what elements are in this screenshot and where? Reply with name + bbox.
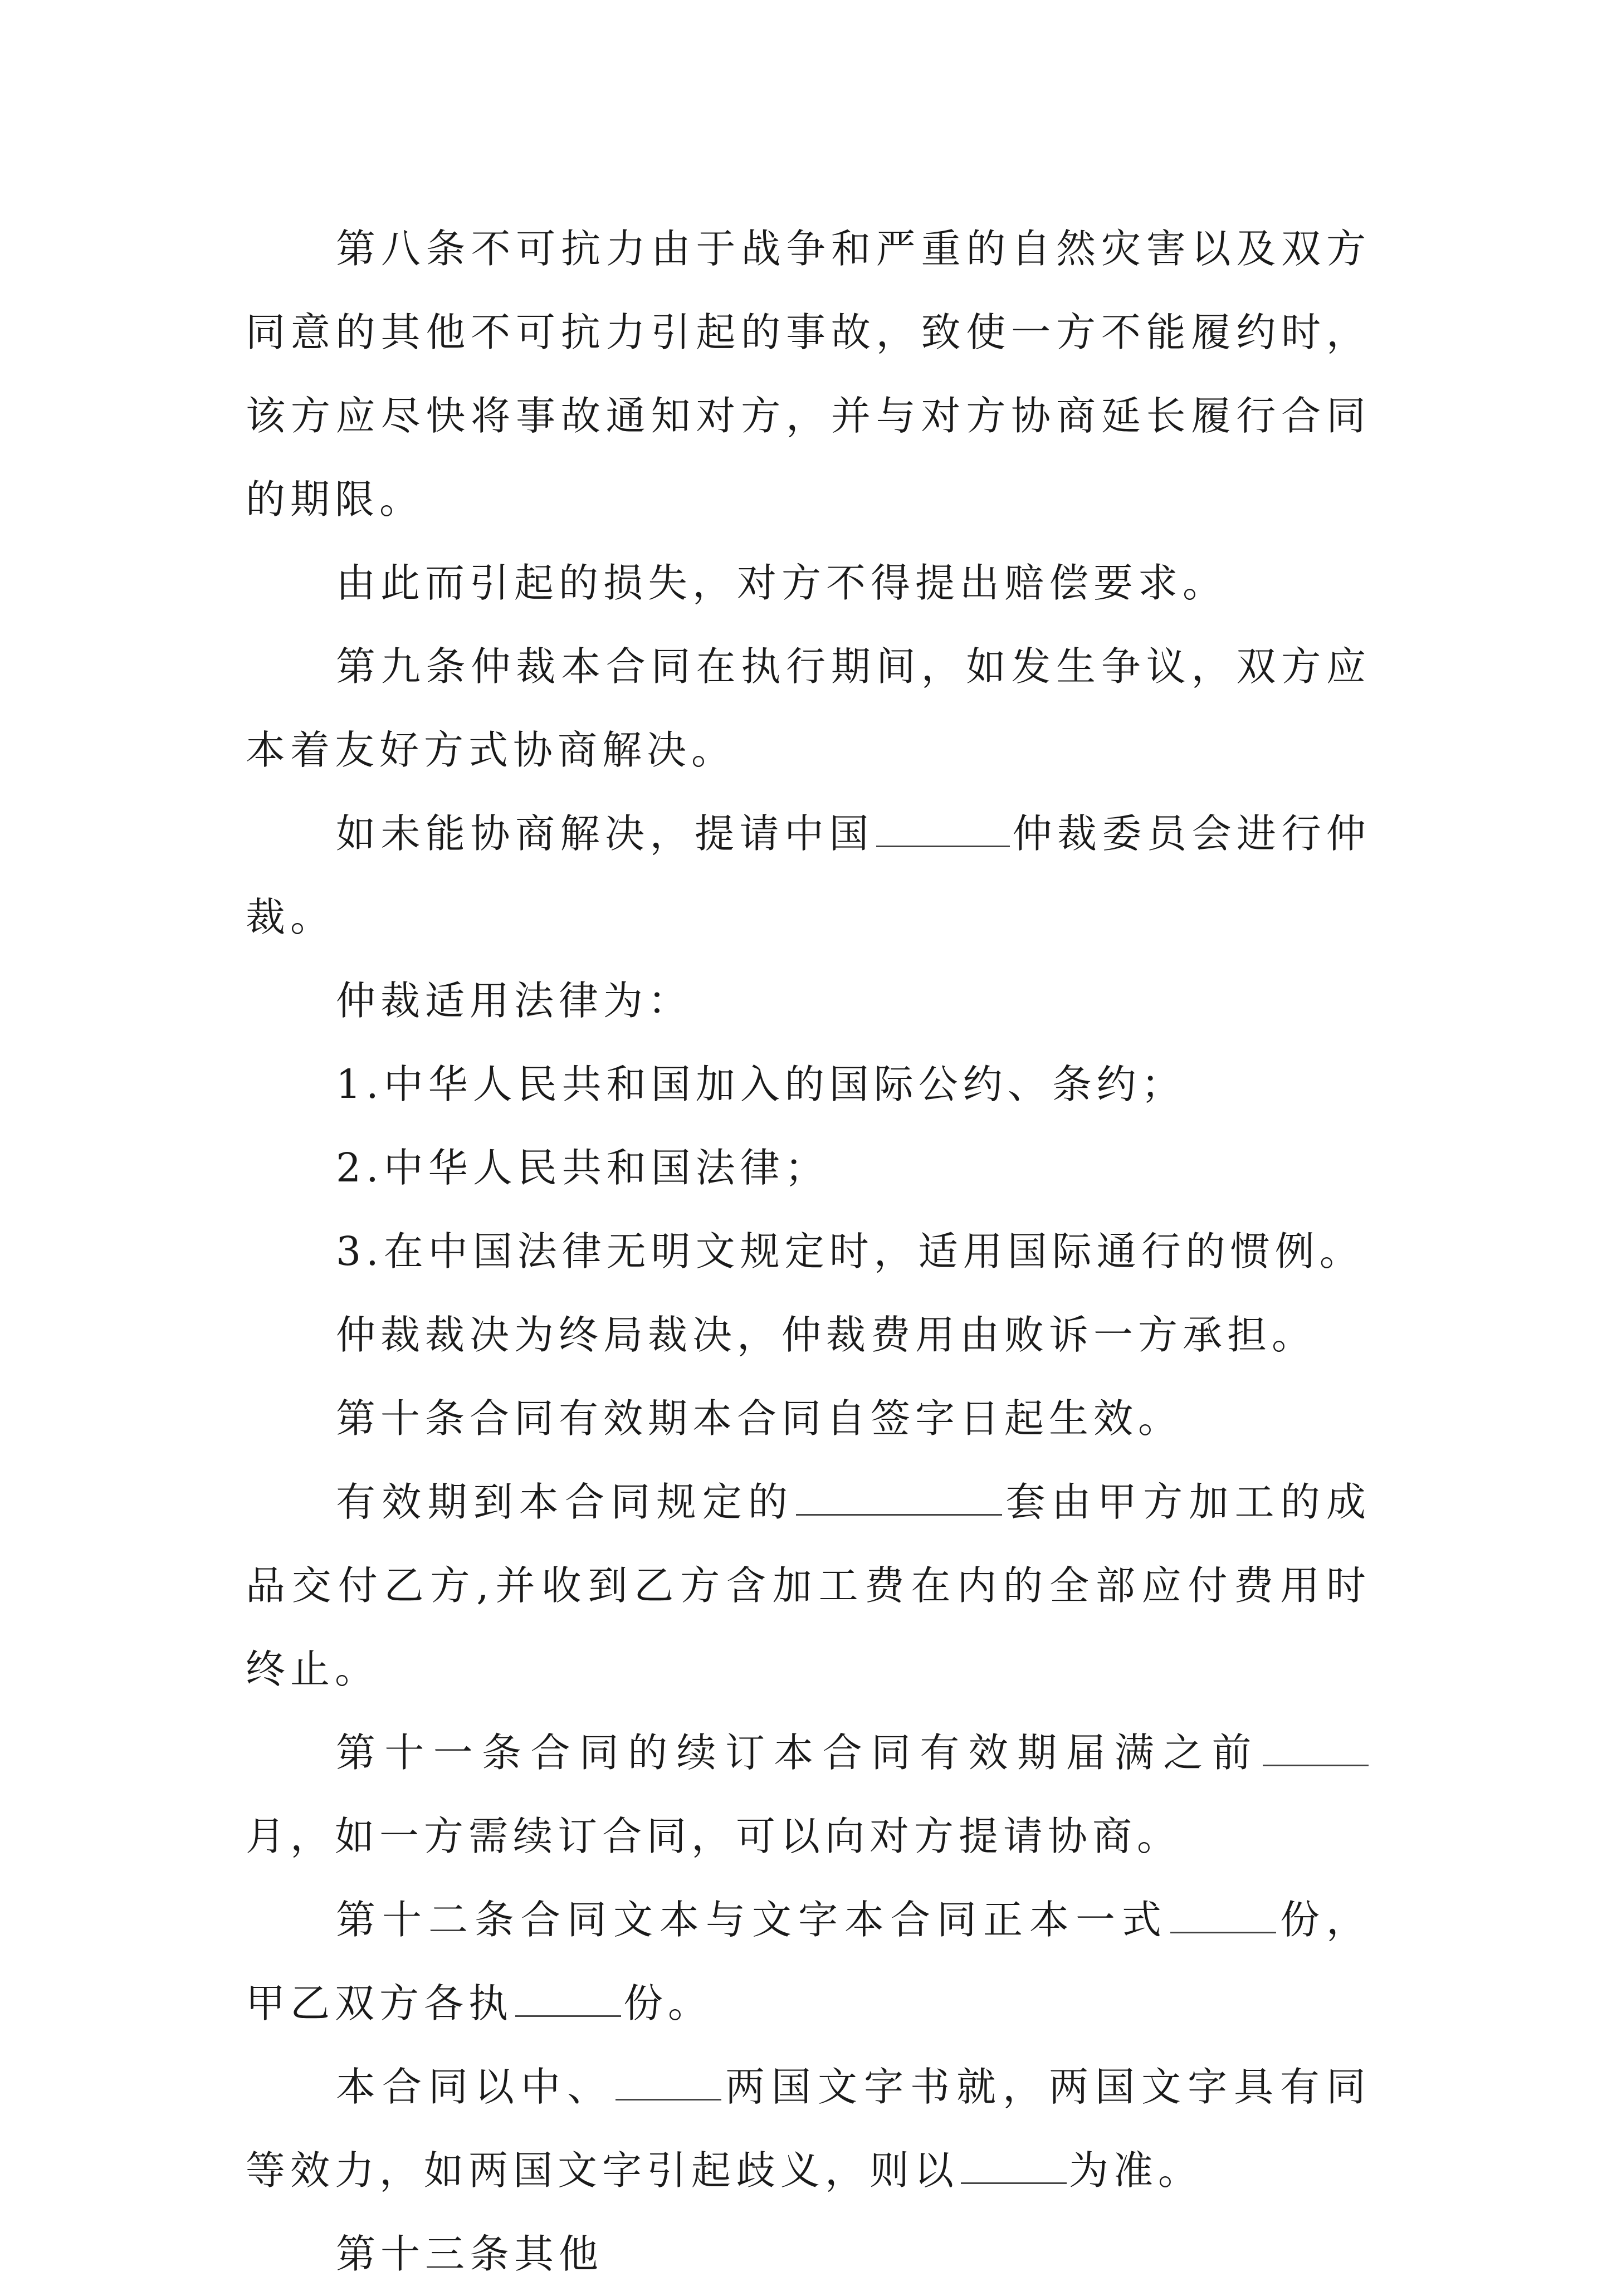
paragraph-article-10	[246, 1377, 1371, 1460]
paragraph-text: 份。	[623, 1980, 713, 2026]
paragraph-text: 月，如一方需续订合同，可以向对方提请协商。	[246, 1813, 1182, 1859]
paragraph-text: 第九条仲裁本合同在执行期间，如发生争议，双方应本着友好方式协商解决。	[246, 643, 1371, 773]
paragraph-text: 套由甲方加工的成品交付乙方,并收到乙方含加工费在内的全部应付费用时终止。	[246, 1479, 1371, 1692]
paragraph-languages	[246, 2045, 1371, 2212]
fill-in-blank	[796, 1482, 1002, 1516]
paragraph-text: 第十二条合同文本与文字本合同正本一式	[336, 1897, 1168, 1943]
paragraph-article-11	[246, 1711, 1371, 1878]
paragraph-validity-period	[246, 1460, 1371, 1711]
fill-in-blank	[515, 1983, 621, 2017]
paragraph-article-9	[246, 625, 1371, 792]
paragraph-text: 仲裁委员会进行仲裁。	[246, 810, 1371, 940]
paragraph-text: 两国文字书就，两国文字具有同等效力，如两国文字引起歧义，则以	[246, 2064, 1371, 2194]
paragraph-text: 由此而引起的损失，对方不得提出赔偿要求。	[336, 560, 1228, 606]
list-item-2	[246, 1126, 1371, 1210]
paragraph-article-13	[246, 2212, 1371, 2296]
paragraph-article-8	[246, 207, 1371, 541]
paragraph-arbitration-body	[246, 792, 1371, 959]
fill-in-blank	[1263, 1732, 1369, 1766]
paragraph-text: 1.中华人民共和国加入的国际公约、条约；	[336, 1061, 1186, 1107]
fill-in-blank	[1170, 1899, 1276, 1933]
paragraph-text: 有效期到本合同规定的	[336, 1479, 794, 1525]
paragraph-text: 第十三条其他	[336, 2231, 604, 2277]
list-item-3	[246, 1210, 1371, 1293]
paragraph-text: 仲裁裁决为终局裁决，仲裁费用由败诉一方承担。	[336, 1312, 1317, 1358]
paragraph-text: 如未能协商解决，提请中国	[336, 810, 874, 857]
paragraph-text: 第十一条合同的续订本合同有效期届满之前	[336, 1730, 1261, 1776]
paragraph-loss-clause	[246, 541, 1371, 625]
paragraph-text: 3.在中国法律无明文规定时，适用国际通行的惯例。	[336, 1228, 1364, 1274]
paragraph-text: 本合同以中、	[336, 2064, 613, 2110]
document-body	[246, 207, 1371, 2296]
paragraph-text: 第八条不可抗力由于战争和严重的自然灾害以及双方同意的其他不可抗力引起的事故，致使一方不能履约时，该方应尽快将事故通知对方，并与对方协商延长履行合同的期限。	[246, 226, 1371, 522]
paragraph-article-12	[246, 1878, 1371, 2045]
fill-in-blank	[961, 2150, 1067, 2184]
list-item-1	[246, 1043, 1371, 1126]
paragraph-applicable-law	[246, 959, 1371, 1043]
paragraph-text: 2.中华人民共和国法律；	[336, 1145, 829, 1191]
paragraph-text: 为准。	[1069, 2147, 1203, 2194]
paragraph-text: 份，甲乙双方各执	[246, 1897, 1371, 2026]
paragraph-arbitral-award	[246, 1293, 1371, 1377]
paragraph-text: 仲裁适用法律为：	[336, 978, 693, 1024]
fill-in-blank	[616, 2067, 721, 2100]
fill-in-blank	[876, 813, 1010, 847]
paragraph-text: 第十条合同有效期本合同自签字日起生效。	[336, 1395, 1183, 1442]
